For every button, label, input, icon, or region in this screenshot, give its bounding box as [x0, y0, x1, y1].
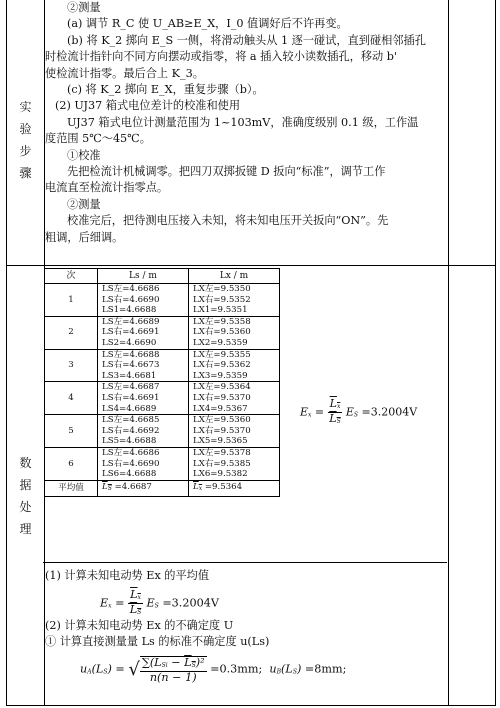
ls-cell [98, 349, 189, 382]
text-line: (2) UJ37 箱式电位差计的校准和使用 [55, 99, 241, 113]
ls-value: LS4=4.6689 [102, 403, 157, 414]
col-header-ls: Ls / m [98, 269, 189, 284]
ls-value: LS左=4.6686 [102, 447, 160, 458]
text-line: 时检流计指针向不同方向摆动或指零，将 a 插入较小读数插孔，移动 b' [45, 50, 398, 64]
label-char: 据 [19, 478, 32, 492]
ex-main-value: =3.2004V [162, 596, 219, 610]
row-index: 5 [45, 415, 98, 448]
col-header-index: 次 [45, 269, 98, 284]
text-line: ①校准 [67, 148, 101, 162]
lx-value: LX2=9.5359 [193, 337, 248, 348]
lx-value: LX4=9.5367 [193, 403, 248, 414]
ls-value: LS右=4.6691 [102, 327, 160, 338]
ls-cell [98, 382, 189, 415]
table-average-row [45, 480, 280, 496]
label-char: 实 [19, 100, 32, 114]
text-line: 先把检流计机械调零。把四刀双掷扳键 D 扳向“标准”，调节工作 [67, 165, 386, 179]
calc-line-3: ① 计算直接测量量 Ls 的标准不确定度 u(Ls) [45, 635, 270, 648]
ex-main-fraction: $\frac{Lx}{LS}$ [129, 588, 142, 616]
lx-value: LX右=9.5370 [193, 392, 251, 403]
ls-value: LS左=4.6688 [102, 349, 160, 360]
lx-value: LX左=9.5364 [193, 382, 251, 393]
label-char: 理 [19, 522, 32, 536]
text-line: 电流直至检流计指零点。 [45, 181, 169, 195]
label-char: 处 [19, 500, 32, 514]
row-index: 3 [45, 349, 98, 382]
section-label-steps [7, 96, 44, 184]
table-header-row [45, 269, 280, 284]
steps-text [45, 0, 445, 246]
table-row [45, 415, 280, 448]
avg-ls-value: =4.6687 [114, 481, 152, 492]
lx-value: LX右=9.5360 [193, 327, 251, 338]
calc-line-2: (2) 计算未知电动势 Ex 的不确定度 U [45, 619, 234, 632]
lx-value: LX1=9.5351 [193, 305, 248, 316]
lx-value: LX左=9.5358 [193, 316, 251, 327]
ls-cell [98, 415, 189, 448]
ls-value: LS3=4.6681 [102, 370, 157, 381]
ls-value: LS右=4.6690 [102, 458, 160, 469]
lx-value: LX左=9.5355 [193, 349, 251, 360]
lx-bar-symbol: Lx [193, 481, 203, 492]
lx-value: LX右=9.5362 [193, 360, 251, 371]
sqrt-expression [128, 656, 206, 683]
ls-value: LS2=4.6690 [102, 337, 157, 348]
right-column-divider [448, 0, 449, 705]
section-divider [7, 265, 495, 266]
lx-value: LX左=9.5350 [193, 284, 251, 294]
text-line: ②测量 [67, 197, 101, 211]
text-line: ②测量 [67, 1, 101, 14]
section-label-data [7, 452, 44, 540]
ls-value: LS左=4.6686 [102, 284, 160, 294]
ls-value: LS左=4.6687 [102, 382, 160, 393]
text-line: (a) 调节 R_C 使 U_AB≥E_X，I_0 值调好后不许再变。 [67, 17, 348, 31]
table-row [45, 447, 280, 480]
ls-value: LS6=4.6688 [102, 469, 157, 480]
row-index: 4 [45, 382, 98, 415]
lx-value: LX5=9.5365 [193, 436, 248, 447]
average-label: 平均值 [45, 480, 98, 496]
text-line: (b) 将 K_2 掷向 E_S 一侧，将滑动触头从 1 逐一碰试，直到碰相邻插孔 [67, 33, 426, 47]
ls-cell [98, 284, 189, 317]
lx-value: LX左=9.5378 [193, 447, 251, 458]
table-row [45, 284, 280, 317]
data-table [44, 268, 280, 497]
lx-cell [189, 382, 280, 415]
row-index: 2 [45, 316, 98, 349]
text-line: 使检流计指零。最后合上 K_3。 [45, 66, 204, 80]
text-line: 粗调，后细调。 [45, 230, 124, 244]
ub-value: =8mm; [304, 662, 347, 676]
table-bottom-rule [43, 562, 447, 563]
col-header-lx: Lx / m [189, 269, 280, 284]
table-row [45, 349, 280, 382]
table-row [45, 382, 280, 415]
ls-value: LS5=4.6688 [102, 436, 157, 447]
row-index: 1 [45, 284, 98, 317]
ls-bar-symbol: LS [102, 481, 112, 492]
ls-value: LS左=4.6685 [102, 415, 160, 426]
calc-line-1: (1) 计算未知电动势 Ex 的平均值 [45, 569, 210, 582]
lx-cell [189, 349, 280, 382]
avg-lx-value: =9.5364 [204, 481, 243, 492]
lx-value: LX右=9.5370 [193, 425, 251, 436]
lx-value: LX右=9.5385 [193, 458, 251, 469]
row-index: 6 [45, 447, 98, 480]
lx-cell [189, 447, 280, 480]
label-char: 步 [19, 144, 32, 158]
lx-cell [189, 316, 280, 349]
lx-value: LX右=9.5352 [193, 294, 251, 305]
ls-value: LS右=4.6673 [102, 360, 160, 371]
ua-fraction: $\frac{\text{∑(LSi − LS)²}}{n(n - 1)}$ [141, 656, 205, 684]
text-line: UJ37 箱式电位计测量范围为 1~103mV，准确度级别 0.1 级，工作温 [67, 115, 419, 129]
ex-side-value: =3.2004V [361, 405, 418, 419]
text-line: 度范围 5℃～45℃。 [45, 132, 151, 146]
text-line: (c) 将 K_2 掷向 E_X，重复步骤（b）。 [67, 83, 264, 97]
ls-cell [98, 316, 189, 349]
ua-formula: uA(LS) = √ $\frac{\text{∑(LSi − LS)²}}{n(n - 1)}$ =0.3mm; uB(LS) =8mm; [80, 656, 347, 684]
ex-formula-main: Ex = $\frac{Lx}{LS}$ ES =3.2004V [100, 588, 219, 616]
lx-value: LX3=9.5359 [193, 370, 248, 381]
lx-cell [189, 284, 280, 317]
ls-value: LS1=4.6688 [102, 305, 157, 316]
lx-value: LX6=9.5382 [193, 469, 248, 480]
ua-value: =0.3mm; [210, 662, 263, 676]
label-char: 数 [19, 456, 32, 470]
radical-sign: √ [128, 659, 140, 680]
ls-value: LS右=4.6692 [102, 425, 160, 436]
ls-cell [98, 447, 189, 480]
label-char: 验 [19, 122, 32, 136]
lx-value: LX左=9.5360 [193, 415, 251, 426]
ls-value: LS右=4.6691 [102, 392, 160, 403]
ls-value: LS右=4.6690 [102, 294, 160, 305]
ex-fraction: $\frac{Lx}{LS}$ [329, 397, 341, 425]
ex-formula-side: Ex = $\frac{Lx}{LS}$ ES =3.2004V [300, 397, 418, 425]
ls-value: LS左=4.6689 [102, 316, 160, 327]
lx-cell [189, 415, 280, 448]
avg-ls-cell [98, 480, 189, 496]
label-char: 骤 [19, 166, 32, 180]
text-line: 校准完后，把待测电压接入未知，将未知电压开关扳向“ON”。先 [67, 214, 389, 228]
table-row [45, 316, 280, 349]
avg-lx-cell [189, 480, 280, 496]
